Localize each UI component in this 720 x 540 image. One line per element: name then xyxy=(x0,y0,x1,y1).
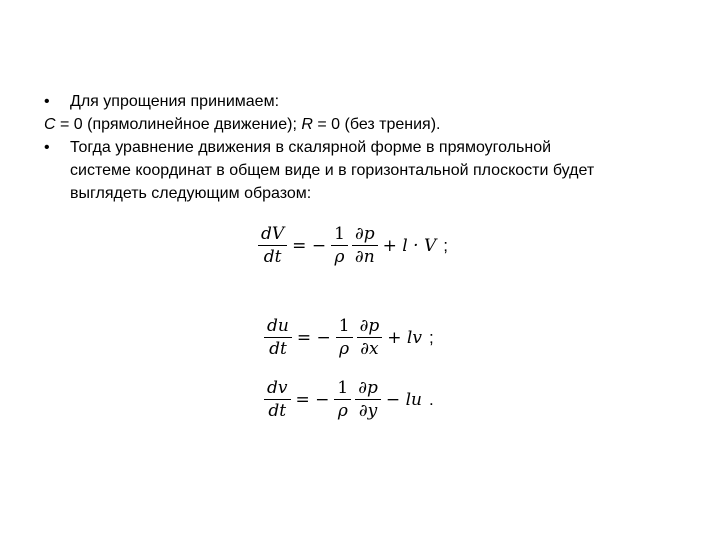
fraction-density xyxy=(331,224,348,267)
denominator: dt xyxy=(268,401,287,421)
fraction-pressure-gradient xyxy=(355,378,381,421)
denominator: ∂x xyxy=(360,339,379,359)
equation-general xyxy=(256,224,448,267)
equation-u xyxy=(262,316,434,359)
fraction-pressure-gradient xyxy=(352,224,378,267)
fraction-lhs xyxy=(264,316,292,359)
continuation-text: системе координат в общем виде и в горизонтальной плоскости будет xyxy=(70,162,595,179)
numerator: du xyxy=(264,316,292,338)
fraction-lhs xyxy=(264,378,291,421)
symbol-c: C xyxy=(44,116,56,133)
continuation-text: выглядеть следующим образом: xyxy=(70,185,312,202)
assumption-straight-motion: = 0 (прямолинейное движение); xyxy=(55,116,302,133)
text-block xyxy=(44,90,694,205)
equals-minus: = − xyxy=(295,389,330,410)
denominator: dt xyxy=(269,339,287,359)
fraction-pressure-gradient xyxy=(357,316,383,359)
numerator: dv xyxy=(264,378,291,400)
symbol-r: R xyxy=(301,116,313,133)
punctuation: ; xyxy=(443,235,448,255)
equals-minus: = − xyxy=(292,235,327,256)
coriolis-term: + lv xyxy=(387,327,422,348)
bullet-item-equation-intro xyxy=(44,136,694,159)
fraction-lhs xyxy=(258,224,287,267)
equals-minus: = − xyxy=(296,327,331,348)
numerator: 1 xyxy=(331,224,348,246)
numerator: 1 xyxy=(336,316,353,338)
bullet-item-simplification xyxy=(44,90,694,113)
numerator: ∂p xyxy=(357,316,383,338)
assumption-no-friction: = 0 (без трения). xyxy=(312,116,441,133)
bullet-continuation xyxy=(44,159,694,182)
numerator: 1 xyxy=(334,378,351,400)
assumptions-line xyxy=(44,113,694,136)
denominator: ρ xyxy=(339,339,350,359)
denominator: dt xyxy=(263,247,282,267)
punctuation: ; xyxy=(428,327,434,347)
numerator: dV xyxy=(258,224,287,246)
numerator: ∂p xyxy=(355,378,381,400)
bullet-icon: • xyxy=(44,93,50,110)
denominator: ρ xyxy=(337,401,348,421)
equation-v xyxy=(262,378,434,421)
bullet-continuation xyxy=(44,182,694,205)
denominator: ∂n xyxy=(354,247,375,267)
denominator: ∂y xyxy=(358,401,378,421)
fraction-density xyxy=(334,378,351,421)
bullet-icon: • xyxy=(44,139,50,156)
coriolis-term: − lu xyxy=(385,389,422,410)
bullet-text: Для упрощения принимаем: xyxy=(70,93,280,110)
numerator: ∂p xyxy=(352,224,378,246)
bullet-text: Тогда уравнение движения в скалярной форме в прямоугольной xyxy=(70,139,552,156)
coriolis-term: + l · V xyxy=(382,235,437,256)
fraction-density xyxy=(336,316,353,359)
punctuation: . xyxy=(428,389,434,409)
denominator: ρ xyxy=(334,247,345,267)
